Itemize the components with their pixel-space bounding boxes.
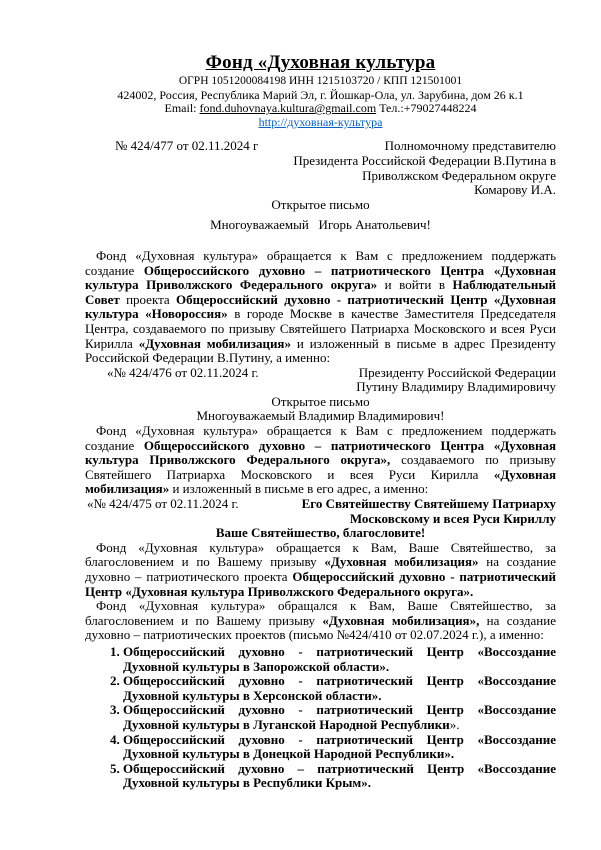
- letter2-ref-row: [85, 366, 556, 395]
- website-link[interactable]: http://духовная-культура: [258, 114, 383, 129]
- projects-list: [85, 645, 556, 791]
- list-item: 4. Общероссийский духовно - патриотический Центр «Воссоздание Духовной культуры в Донецкой Народной Республики».: [123, 733, 556, 762]
- org-title: Фонд «Духовная культура: [205, 52, 436, 73]
- ref-number-1: № 424/477 от 02.11.2024 г: [115, 138, 259, 154]
- list-item: 3. Общероссийский духовно - патриотический Центр «Воссоздание Духовной культуры в Луганской Народной Республики».: [123, 703, 556, 732]
- salutation-1: Многоуважаемый Игорь Анатольевич!: [210, 217, 431, 233]
- list-item: 1. Общероссийский духовно - патриотический Центр «Воссоздание Духовной культуры в Запорожской области».: [123, 645, 556, 674]
- letter1-ref-row: [85, 139, 556, 197]
- letter3-ref-row: [85, 497, 556, 526]
- addressee-line: Комарову И.А.: [474, 182, 556, 198]
- address-line: 424002, Россия, Республика Марий Эл, г. Йошкар-Ола, ул. Зарубина, дом 26 к.1: [117, 87, 524, 102]
- contact-line: [85, 102, 556, 116]
- letter2-body: Фонд «Духовная культура» обращается к Вам с предложением поддержать создание Общероссийского духовно – патриотического Центра «Духовная культура Приволжского Федерального округа», создаваемого по призыву Святейшего Патриарха Московского и всея Руси Кирилла «Духовная мобилизация» и изложенный в письме в его адрес, а именно:: [85, 423, 556, 497]
- addressee-block-3: [239, 497, 556, 526]
- letterhead: [85, 50, 556, 129]
- addressee-block-2: [259, 366, 556, 395]
- open-letter-heading-2: Открытое письмо: [271, 393, 370, 409]
- addressee-line: Президенту Российской Федерации: [358, 364, 556, 380]
- email-link[interactable]: fond.duhovnaya.kultura@gmail.com: [199, 101, 377, 116]
- addressee-block-1: [258, 139, 556, 197]
- addressee-line: Его Святейшеству Святейшему Патриарху: [301, 496, 556, 512]
- email-label: Email:: [164, 101, 200, 116]
- addressee-line: Президента Российской Федерации В.Путина в: [293, 152, 556, 168]
- list-item: 2. Общероссийский духовно - патриотический Центр «Воссоздание Духовной культуры в Херсонской области».: [123, 674, 556, 703]
- addressee-line: Полномочному представителю: [384, 138, 556, 154]
- ogrn-line: ОГРН 1051200084198 ИНН 1215103720 / КПП 121501001: [178, 75, 463, 87]
- list-item: 5. Общероссийский духовно – патриотический Центр «Воссоздание Духовной культуры в Республики Крым».: [123, 762, 556, 791]
- open-letter-heading-1: Открытое письмо: [271, 196, 370, 212]
- letter3-body-2: Фонд «Духовная культура» обращался к Вам, Ваше Святейшество, за благословением и по Вашему призыву «Духовная мобилизация», на создание духовно – патриотических проектов (письмо №424/410 от 02.07.2024 г.), а именно:: [85, 598, 556, 643]
- ref-number-3: «№ 424/475 от 02.11.2024 г.: [87, 496, 239, 512]
- addressee-line: Приволжском Федеральном округе: [362, 167, 556, 183]
- website-line: [85, 116, 556, 130]
- phone-text: Тел.:+79027448224: [376, 101, 477, 116]
- letter1-body: Фонд «Духовная культура» обращается к Вам с предложением поддержать создание Общероссийского духовно – патриотического Центра «Духовная культура Приволжского Федерального округа» и войти в Наблюдательный Совет проекта Общероссийский духовно - патриотический Центр «Духовная культура «Новороссия» в городе Москве в качестве Заместителя Председателя Центра, создаваемого по призыву Святейшего Патриарха Московского и всея Руси Кирилла «Духовная мобилизация» и изложенный в письме в адрес Президенту Российской Федерации В.Путину, а именно:: [85, 247, 557, 366]
- addressee-line: Московскому и всея Руси Кириллу: [349, 510, 556, 526]
- salutation-2: Многоуважаемый Владимир Владимирович!: [196, 408, 445, 424]
- letter3-body: Фонд «Духовная культура» обращается к Вам, Ваше Святейшество, за благословением и по Вашему призыву «Духовная мобилизация» на создание духовно – патриотического проекта Общероссийский духовно - патриотический Центр «Духовная культура Приволжского Федерального округа».: [85, 539, 556, 599]
- addressee-line: Путину Владимиру Владимировичу: [356, 379, 556, 395]
- salutation-3: Ваше Святейшество, благословите!: [215, 525, 426, 541]
- ref-number-2: «№ 424/476 от 02.11.2024 г.: [107, 364, 259, 380]
